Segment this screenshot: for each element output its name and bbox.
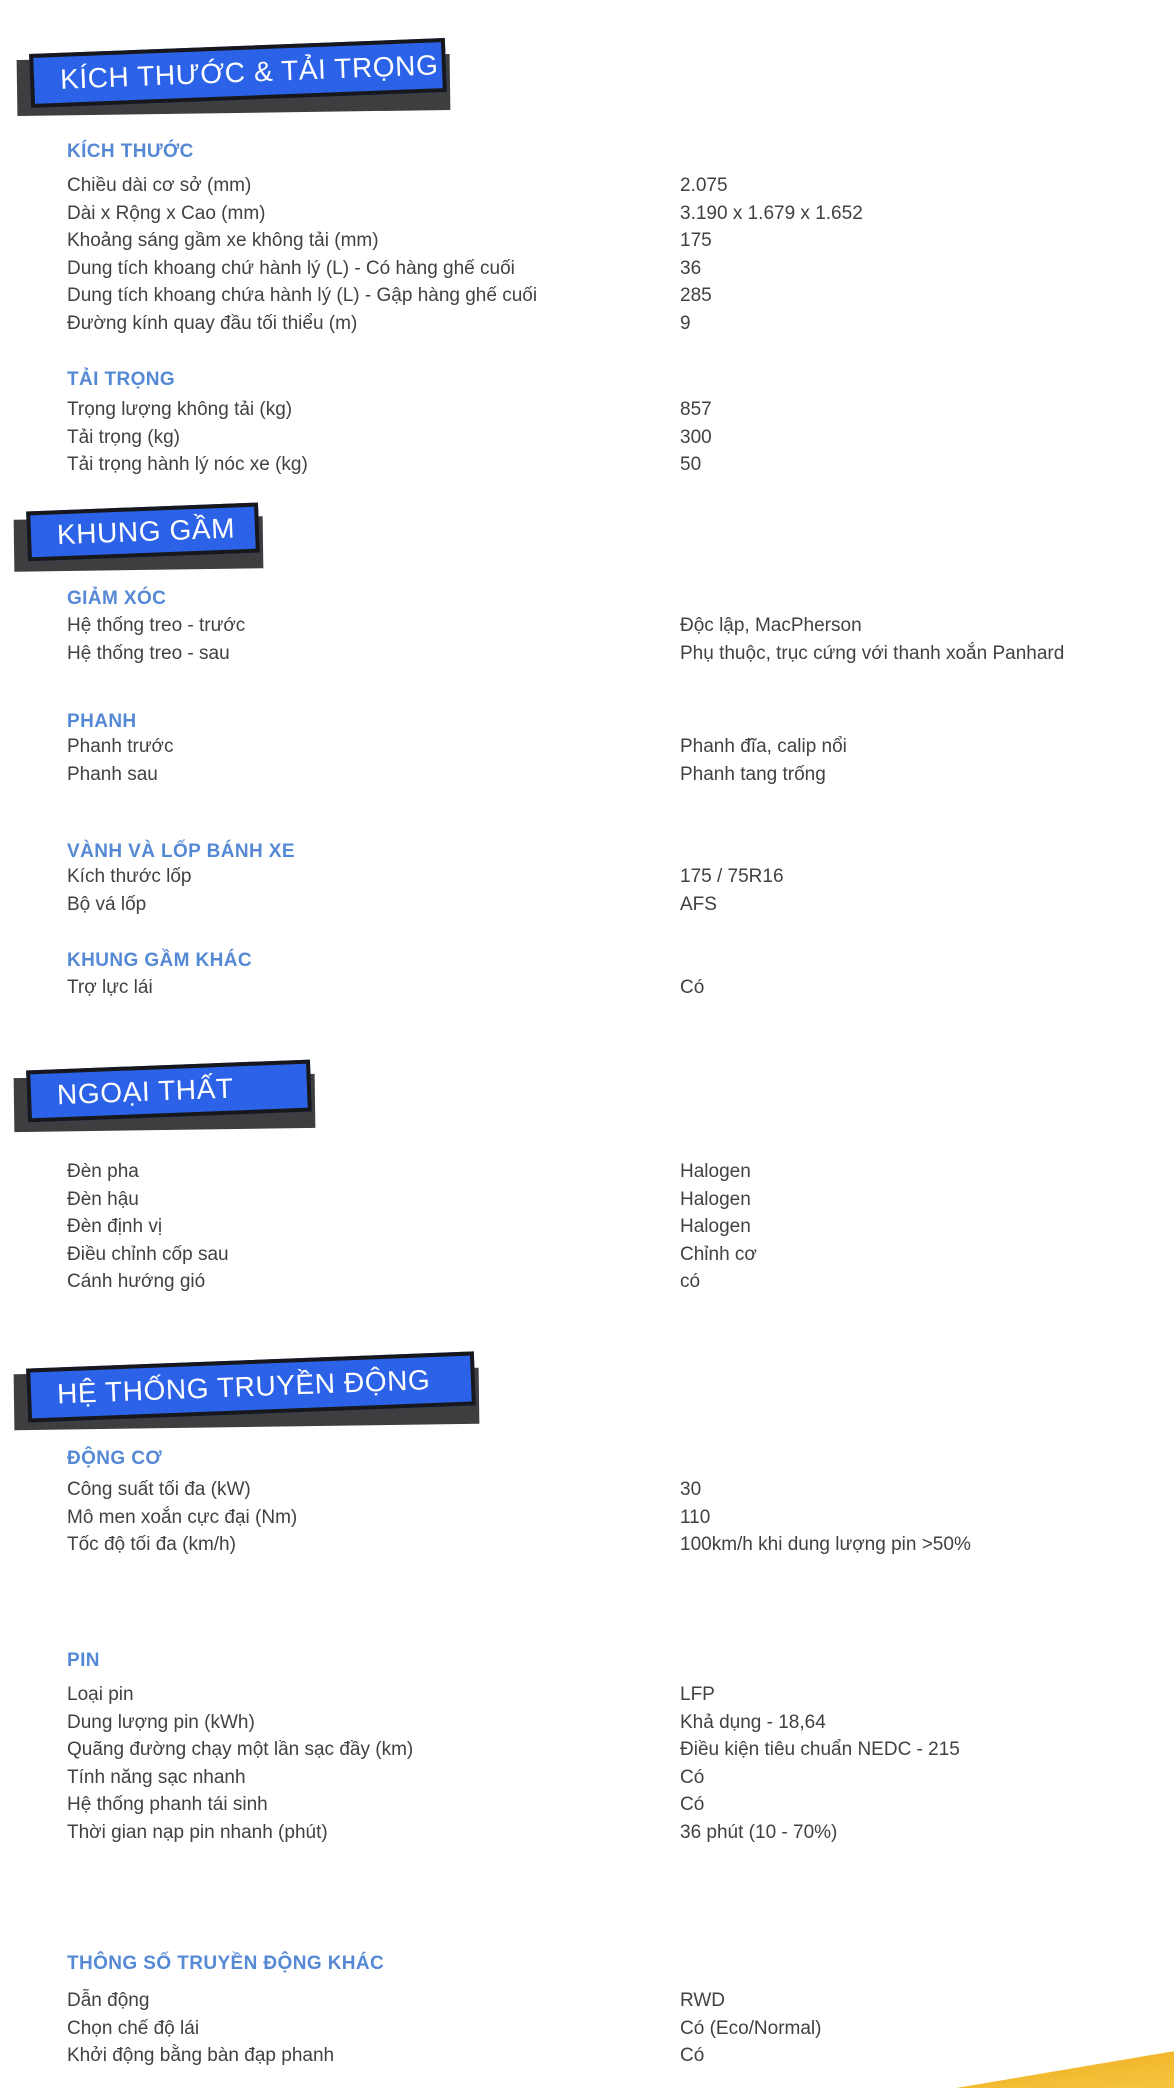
spec-row bbox=[67, 1531, 1167, 1559]
spec-row bbox=[67, 1476, 1167, 1504]
spec-value: 2.075 bbox=[680, 175, 728, 196]
spec-label: Trợ lực lái bbox=[67, 977, 153, 998]
spec-label: Phanh sau bbox=[67, 763, 158, 785]
spec-row bbox=[67, 1736, 1167, 1764]
spec-value: Phụ thuộc, trục cứng với thanh xoắn Panhard bbox=[680, 642, 1065, 664]
banner-title: HỆ THỐNG TRUYỀN ĐỘNG bbox=[56, 1364, 431, 1410]
spec-rows-khung-gam-khac bbox=[67, 974, 1167, 1002]
spec-value: 50 bbox=[680, 454, 702, 475]
section-banner-kich-thuoc-tai-trong bbox=[30, 46, 446, 100]
spec-rows-phanh bbox=[67, 733, 1167, 788]
spec-row bbox=[67, 761, 1167, 789]
spec-value: Có bbox=[680, 1794, 705, 1815]
group-heading-vanh-lop: VÀNH VÀ LỐP BÁNH XE bbox=[67, 841, 295, 862]
banner-title: KHUNG GẦM bbox=[56, 512, 236, 551]
spec-label: Tải trọng hành lý nóc xe (kg) bbox=[67, 454, 308, 475]
spec-row bbox=[67, 1987, 1167, 2015]
spec-rows-vanh-lop bbox=[67, 863, 1167, 918]
spec-value: Có bbox=[680, 1766, 705, 1788]
spec-row bbox=[67, 396, 1167, 424]
spec-value: 100km/h khi dung lượng pin >50% bbox=[680, 1534, 971, 1555]
spec-value: AFS bbox=[680, 893, 717, 915]
spec-label: Chọn chế độ lái bbox=[67, 2017, 200, 2039]
spec-row bbox=[67, 1681, 1167, 1709]
spec-value: Halogen bbox=[680, 1161, 751, 1182]
spec-label: Mô men xoắn cực đại (Nm) bbox=[67, 1506, 298, 1528]
spec-label: Dung tích khoang chứ hành lý (L) - Có hàng ghế cuối bbox=[67, 257, 515, 279]
spec-label: Hệ thống treo - trước bbox=[67, 615, 246, 636]
spec-value: Có bbox=[680, 2045, 705, 2066]
spec-label: Hệ thống treo - sau bbox=[67, 642, 230, 664]
group-heading-phanh: PHANH bbox=[67, 711, 137, 732]
spec-row bbox=[67, 640, 1167, 668]
group-heading-dong-co: ĐỘNG CƠ bbox=[67, 1448, 163, 1469]
group-heading-tai-trong: TẢI TRỌNG bbox=[67, 369, 176, 390]
group-heading-thong-so-khac: THÔNG SỐ TRUYỀN ĐỘNG KHÁC bbox=[67, 1953, 385, 1974]
spec-label: Đèn định vị bbox=[67, 1216, 163, 1237]
spec-label: Điều chỉnh cốp sau bbox=[67, 1243, 229, 1265]
spec-label: Chiều dài cơ sở (mm) bbox=[67, 175, 252, 196]
spec-row bbox=[67, 200, 1167, 228]
spec-row bbox=[67, 863, 1167, 891]
section-banner-khung-gam bbox=[27, 507, 259, 557]
spec-rows-dong-co bbox=[67, 1476, 1167, 1559]
spec-label: Hệ thống phanh tái sinh bbox=[67, 1794, 268, 1815]
spec-rows-tai-trong bbox=[67, 396, 1167, 479]
spec-label: Công suất tối đa (kW) bbox=[67, 1479, 251, 1500]
spec-row bbox=[67, 1268, 1167, 1296]
spec-value: RWD bbox=[680, 1990, 726, 2011]
spec-row bbox=[67, 891, 1167, 919]
spec-value: LFP bbox=[680, 1684, 715, 1705]
spec-value: 300 bbox=[680, 426, 712, 448]
spec-label: Cánh hướng gió bbox=[67, 1271, 206, 1292]
spec-label: Tính năng sạc nhanh bbox=[67, 1766, 246, 1788]
spec-row bbox=[67, 1213, 1167, 1241]
spec-row bbox=[67, 1791, 1167, 1819]
spec-value: Điều kiện tiêu chuẩn NEDC - 215 bbox=[680, 1739, 960, 1760]
spec-label: Bộ vá lốp bbox=[67, 893, 147, 915]
spec-value: Chỉnh cơ bbox=[680, 1243, 757, 1265]
spec-label: Khoảng sáng gầm xe không tải (mm) bbox=[67, 230, 379, 251]
spec-row bbox=[67, 282, 1167, 310]
spec-value: 30 bbox=[680, 1479, 702, 1500]
spec-label: Trọng lượng không tải (kg) bbox=[67, 399, 293, 420]
spec-value: Khả dụng - 18,64 bbox=[680, 1711, 826, 1733]
spec-row bbox=[67, 1764, 1167, 1792]
spec-row bbox=[67, 2042, 1167, 2070]
spec-row bbox=[67, 974, 1167, 1002]
spec-value: 9 bbox=[680, 312, 691, 334]
spec-label: Dung lượng pin (kWh) bbox=[67, 1711, 255, 1733]
spec-value: Độc lập, MacPherson bbox=[680, 615, 862, 636]
spec-label: Dài x Rộng x Cao (mm) bbox=[67, 202, 266, 224]
spec-label: Thời gian nạp pin nhanh (phút) bbox=[67, 1821, 328, 1843]
spec-row bbox=[67, 227, 1167, 255]
spec-value: 285 bbox=[680, 285, 712, 306]
spec-rows-thong-so-khac bbox=[67, 1987, 1167, 2070]
spec-rows-pin bbox=[67, 1681, 1167, 1846]
spec-label: Kích thước lốp bbox=[67, 866, 192, 887]
spec-value: 36 bbox=[680, 257, 702, 279]
spec-label: Loại pin bbox=[67, 1684, 134, 1705]
spec-label: Tốc độ tối đa (km/h) bbox=[67, 1534, 236, 1555]
section-banner-ngoai-that bbox=[27, 1065, 311, 1117]
spec-row bbox=[67, 1819, 1167, 1847]
spec-value: 3.190 x 1.679 x 1.652 bbox=[680, 202, 863, 224]
spec-value: Có (Eco/Normal) bbox=[680, 2017, 822, 2039]
banner-plate bbox=[26, 1060, 312, 1123]
banner-title: KÍCH THƯỚC & TẢI TRỌNG bbox=[59, 49, 439, 95]
spec-row bbox=[67, 733, 1167, 761]
group-heading-khung-gam-khac: KHUNG GẦM KHÁC bbox=[67, 950, 253, 971]
banner-title: NGOẠI THẤT bbox=[56, 1072, 235, 1111]
spec-value: 175 bbox=[680, 230, 712, 251]
spec-label: Tải trọng (kg) bbox=[67, 426, 180, 448]
spec-label: Đèn pha bbox=[67, 1161, 139, 1182]
spec-value: 110 bbox=[680, 1506, 711, 1528]
spec-label: Khởi động bằng bàn đạp phanh bbox=[67, 2045, 335, 2066]
spec-rows-giam-xoc bbox=[67, 612, 1167, 667]
spec-row bbox=[67, 451, 1167, 479]
spec-label: Quãng đường chạy một lần sạc đầy (km) bbox=[67, 1739, 414, 1760]
spec-rows-ngoai-that bbox=[67, 1158, 1167, 1296]
spec-row bbox=[67, 1158, 1167, 1186]
banner-plate bbox=[26, 503, 260, 562]
spec-value: Phanh tang trống bbox=[680, 763, 826, 785]
spec-row bbox=[67, 172, 1167, 200]
spec-row bbox=[67, 612, 1167, 640]
group-heading-kich-thuoc: KÍCH THƯỚC bbox=[67, 141, 194, 162]
spec-value: Có bbox=[680, 977, 705, 998]
spec-row bbox=[67, 310, 1167, 338]
spec-row bbox=[67, 1709, 1167, 1737]
spec-row bbox=[67, 1241, 1167, 1269]
spec-value: 36 phút (10 - 70%) bbox=[680, 1821, 838, 1843]
spec-value: 175 / 75R16 bbox=[680, 866, 784, 887]
spec-row bbox=[67, 1186, 1167, 1214]
spec-rows-kich-thuoc bbox=[67, 172, 1167, 337]
spec-row bbox=[67, 2015, 1167, 2043]
group-heading-giam-xoc: GIẢM XÓC bbox=[67, 588, 167, 609]
spec-label: Dung tích khoang chứa hành lý (L) - Gập hàng ghế cuối bbox=[67, 285, 538, 306]
spec-label: Phanh trước bbox=[67, 736, 174, 757]
group-heading-pin: PIN bbox=[67, 1650, 100, 1671]
spec-value: 857 bbox=[680, 399, 712, 420]
spec-value: có bbox=[680, 1271, 701, 1292]
spec-label: Đường kính quay đầu tối thiểu (m) bbox=[67, 312, 358, 334]
spec-row bbox=[67, 1504, 1167, 1532]
spec-label: Đèn hậu bbox=[67, 1188, 139, 1210]
spec-row bbox=[67, 424, 1167, 452]
spec-label: Dẫn động bbox=[67, 1990, 150, 2011]
spec-value: Halogen bbox=[680, 1216, 751, 1237]
spec-row bbox=[67, 255, 1167, 283]
spec-value: Halogen bbox=[680, 1188, 751, 1210]
section-banner-he-thong-truyen-dong bbox=[27, 1360, 475, 1414]
spec-value: Phanh đĩa, calip nổi bbox=[680, 736, 847, 757]
